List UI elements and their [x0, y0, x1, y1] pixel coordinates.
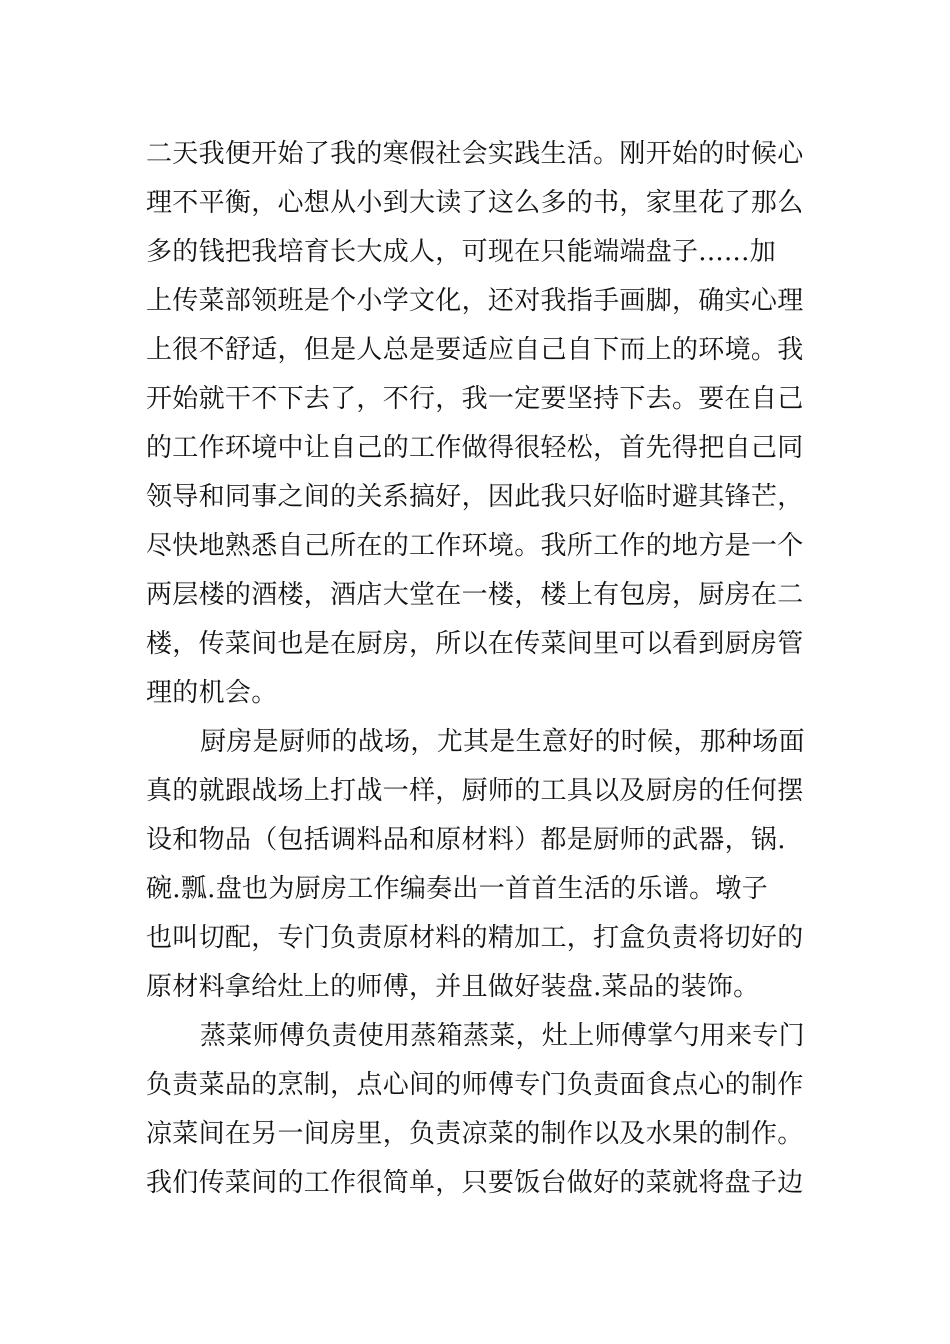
text-line: 原材料拿给灶上的师傅，并且做好装盘.菜品的装饰。 [146, 972, 760, 1002]
text-line: 也叫切配，专门负责原材料的精加工，打盒负责将切好的 [146, 923, 804, 953]
text-line: 蒸菜师傅负责使用蒸箱蒸菜，灶上师傅掌勺用来专门 [200, 1021, 805, 1051]
text-line: 理的机会。 [146, 678, 278, 708]
text-line: 厨房是厨师的战场，尤其是生意好的时候，那种场面 [200, 727, 805, 757]
text-line: 碗.瓢.盘也为厨房工作编奏出一首首生活的乐谱。墩子 [146, 874, 769, 904]
text-line: 我们传菜间的工作很简单，只要饭台做好的菜就将盘子边 [146, 1168, 804, 1198]
text-line: 真的就跟战场上打战一样，厨师的工具以及厨房的任何摆 [146, 776, 804, 806]
text-line: 上很不舒适，但是人总是要适应自己自下而上的环境。我 [146, 335, 804, 365]
text-line: 开始就干不下去了，不行，我一定要坚持下去。要在自己 [146, 384, 804, 414]
text-line: 的工作环境中让自己的工作做得很轻松，首先得把自己同 [146, 433, 804, 463]
text-line: 多的钱把我培育长大成人，可现在只能端端盘子......加 [146, 237, 776, 267]
text-line: 上传菜部领班是个小学文化，还对我指手画脚，确实心理 [146, 286, 804, 316]
text-line: 理不平衡，心想从小到大读了这么多的书，家里花了那么 [146, 188, 804, 218]
text-line: 负责菜品的烹制，点心间的师傅专门负责面食点心的制作 [146, 1070, 804, 1100]
text-line: 设和物品（包括调料品和原材料）都是厨师的武器，锅. [146, 825, 786, 855]
body-text [146, 130, 826, 1208]
text-line: 领导和同事之间的关系搞好，因此我只好临时避其锋芒， [146, 482, 804, 512]
text-line: 尽快地熟悉自己所在的工作环境。我所工作的地方是一个 [146, 531, 804, 561]
text-line: 两层楼的酒楼，酒店大堂在一楼，楼上有包房，厨房在二 [146, 580, 804, 610]
text-line: 凉菜间在另一间房里，负责凉菜的制作以及水果的制作。 [146, 1119, 804, 1149]
text-line: 二天我便开始了我的寒假社会实践生活。刚开始的时候心 [146, 139, 804, 169]
text-line: 楼，传菜间也是在厨房，所以在传菜间里可以看到厨房管 [146, 629, 804, 659]
